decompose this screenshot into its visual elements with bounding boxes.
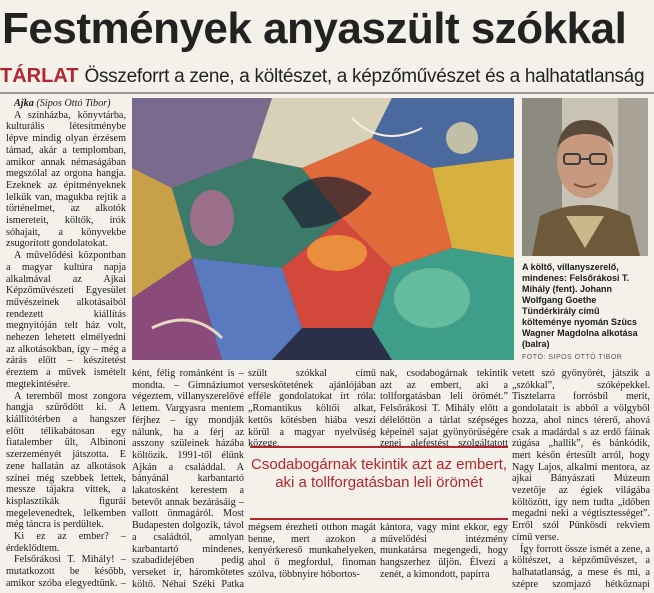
- article-paragraph: kántora, vagy mint ekkor, egy művelődési intézmény munkatársa megengedi, hogy hangszerhez üljön. Élvezi a zenét, a kimondott, papírra: [380, 522, 508, 580]
- article-column-3-top: [248, 368, 376, 448]
- article-paragraph: A színházba, könyvtárba, kulturális létesítménybe lépve mindig olyan érzésem támad, akár a templomban, amikor annak némaságában megszólal az orgona hangja. Ezeknek az építményeknek lelkük van, magukba rejtik a történelmet, az alkotók ismereteit, költők, írók sóhajait, a könyvekbe zsugorított gondolatokat.: [6, 109, 126, 250]
- article-paragraph: Ki ez az ember? – érdeklődtem.: [6, 531, 126, 554]
- header-rule: [0, 92, 654, 94]
- article-column-2: [132, 368, 244, 590]
- portrait-photo: [522, 98, 648, 256]
- article-column-4-top: [380, 368, 508, 448]
- article-paragraph: mégsem érezheti otthon magát benne, mert azokon a kenyérkereső munkahelyeken, ahol ő megfordul, finoman szólva, többnyire hóbortos-: [248, 522, 376, 580]
- painting-image: [132, 98, 514, 360]
- article-column-1: [6, 98, 126, 590]
- photo-credit: FOTÓ: SIPOS OTTÓ TIBOR: [522, 354, 623, 361]
- article-paragraph: A teremből most zongora hangja szűrődött ki. A kiállítótérben a hangszer előtt télikabátosan egy fiatalember ült, Albinoni szerzeményét játszotta. E zene hallatán az alkotások színei még szebbek lettek, messze tájakra vittek, a kisplasztikák figurái megelevenedtek, lelkemben még táncra is perdültek.: [6, 390, 126, 531]
- article-paragraph: Így forrott össze ismét a zene, a költészet, a képzőművészet, a halhatatlanság, a mese és mi, a szépre szomjazó hétköznapi: [512, 543, 650, 590]
- article-paragraph: vetett szó gyönyörét, játszik a „szókkal”, szóképekkel. Tisztelarra forrósbíl merít, gondolatait is abból a völgyből hozza, ahol nincs térerő, ahová csak a madárdal s az erdő fáinak zúgása „hallik”, és bánkódik, mert későn értesült arról, hogy Nagy Lajos, alkalmi mentora, az ajkai Bányászati Múzeum vezetője az égiek világába költözött, így nem tudta „időben megadni neki a végtisztességet”. Erről szól Pünkösdi rekviem című verse.: [512, 368, 650, 543]
- article-paragraph: ként, félig románként is – mondta. – Gimnáziumot végeztem, villanyszerelővé lettem. Vargyasra mentem férjhez – így mondják nálunk, ha a férj az asszony szüleinek házába költözik. 1991-től élünk Ajkán a családdal. A bányánál karbantartó lakatosként kerestem a betevőt annak bezárásáig – vallott önmagáról. Most Budapesten dolgozik, távol a családtól, amolyan karbantartó mindenes, szabadidejében pedig verseket ír, háromkötetes költő. Néhai Széki Patka: [132, 368, 244, 590]
- photo-caption: A költő, villanyszerelő, mindenes: Felsőrákosi T. Mihály (fent). Johann Wolfgang Goethe Tündérkirály című költeménye nyomán Szücs Wagner Magdolna alkotása (balra): [522, 262, 638, 349]
- article-paragraph: [6, 98, 126, 110]
- headline: Festmények anyaszült szókkal: [2, 4, 627, 53]
- article-paragraph: Felsőrákosi T. Mihály! – mutatkozott be később, amikor szóba elegyedtünk. –: [6, 554, 126, 589]
- rubric-label: TÁRLAT: [0, 65, 79, 87]
- byline: (Sipos Ottó Tibor): [36, 98, 111, 109]
- abstract-painting-graphic: [132, 98, 514, 360]
- dateline: Ajka (Sipos Ottó Tibor): [14, 98, 111, 109]
- kicker-row: [0, 62, 654, 90]
- article-paragraph: nak, csodabogárnak tekintik azt az embert, aki a tollforgatásban leli örömét.” Felsőrákosi T. Mihály előtt a délelőttön a tárlat szépséges képeinél sajat gyönyörűségére zenei alefestést szolgáltatott: [380, 368, 508, 448]
- article-column-3-bottom: [248, 522, 376, 590]
- article-paragraph: A művelődési központban a magyar kultúra napja alkalmával az Ajkai Képzőművészeti Egyesület művészeinek alkotásaiból rendezett kiállítás megnyitóján telt ház volt, nehezen lehetett elmélyedni az alkotásokban, így – még a zárás előtt – készítetést éreztem a művek ismételt megtekintésére.: [6, 250, 126, 390]
- subheadline: Összeforrt a zene, a költészet, a képzőművészet és a halhatatlanság: [84, 66, 645, 87]
- article-column-4-bottom: [380, 522, 508, 590]
- article-paragraph: szült szókkal című verseskötetének ajánlójában efféle gondolatokat írt róla: „Romantikus költői alkat, kettős kötésben hiába veszi körül a magyar nyelvűség közege,: [248, 368, 376, 448]
- pull-quote: Csodabogárnak tekintik azt az embert, aki a tollforgatásban leli örömét: [250, 446, 508, 520]
- article-column-5: [512, 368, 650, 590]
- portrait-graphic: [522, 98, 648, 256]
